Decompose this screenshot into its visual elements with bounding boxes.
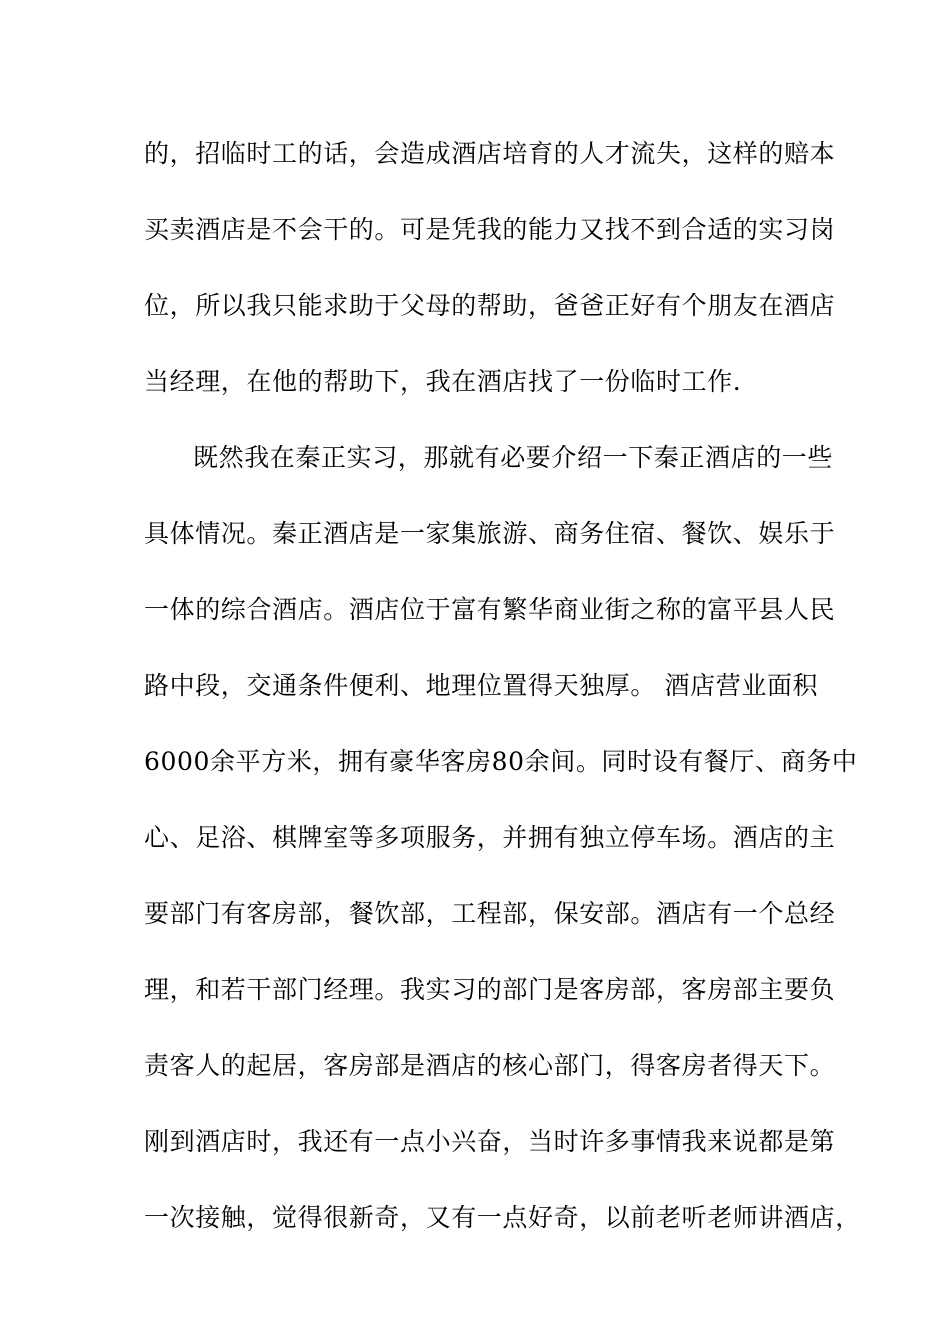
text-line: 心、足浴、棋牌室等多项服务，并拥有独立停车场。酒店的主	[144, 823, 836, 852]
text-line: 一次接触，觉得很新奇，又有一点好奇，以前老听老师讲酒店，	[144, 1203, 861, 1232]
text-line: 具体情况。秦正酒店是一家集旅游、商务住宿、餐饮、娱乐于	[144, 519, 836, 548]
text-line: 6000余平方米，拥有豪华客房80余间。同时设有餐厅、商务中	[144, 747, 858, 776]
body-text	[144, 126, 861, 1266]
paragraph-first-line: 既然我在秦正实习，那就有必要介绍一下秦正酒店的一些	[193, 443, 834, 472]
text-line: 责客人的起居，客房部是酒店的核心部门，得客房者得天下。	[144, 1051, 836, 1080]
text-line: 路中段，交通条件便利、地理位置得天独厚。 酒店营业面积	[144, 671, 819, 700]
text-line: 刚到酒店时，我还有一点小兴奋，当时许多事情我来说都是第	[144, 1127, 836, 1156]
text-line: 要部门有客房部，餐饮部，工程部，保安部。酒店有一个总经	[144, 899, 836, 928]
text-line: 理，和若干部门经理。我实习的部门是客房部，客房部主要负	[144, 975, 836, 1004]
text-line: 当经理，在他的帮助下，我在酒店找了一份临时工作.	[144, 367, 742, 396]
text-line: 的，招临时工的话，会造成酒店培育的人才流失，这样的赔本	[144, 139, 836, 168]
text-line: 位，所以我只能求助于父母的帮助，爸爸正好有个朋友在酒店	[144, 291, 836, 320]
text-line: 买卖酒店是不会干的。可是凭我的能力又找不到合适的实习岗	[144, 215, 836, 244]
text-line: 一体的综合酒店。酒店位于富有繁华商业街之称的富平县人民	[144, 595, 836, 624]
